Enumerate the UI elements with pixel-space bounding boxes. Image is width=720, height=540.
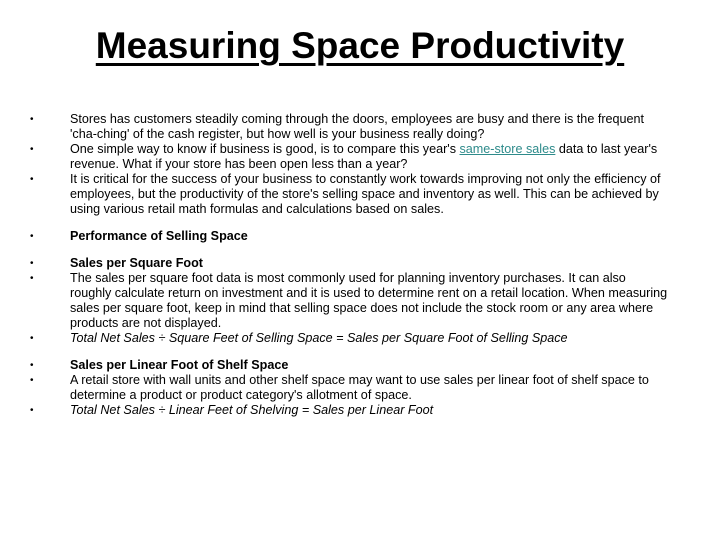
bullet-icon: • bbox=[30, 375, 34, 386]
bullet-icon: • bbox=[30, 258, 34, 269]
bullet-item bbox=[30, 229, 670, 244]
sales-per-square-foot-group bbox=[30, 256, 670, 346]
bullet-item bbox=[30, 403, 670, 418]
sq-ft-body: The sales per square foot data is most commonly used for planning inventory purchases. It can also roughly calculate return on investment and it is used to determine rent on a retail location. When measuring sales per square foot, keep in mind that selling space does not include the stock room or any area where products are not displayed. bbox=[70, 271, 668, 330]
bullet-item bbox=[30, 358, 670, 373]
intro-paragraph-2-end: data to last year's revenue. What if your store has been open less than a year? bbox=[70, 142, 658, 171]
bullet-item bbox=[30, 331, 670, 346]
section-heading: Performance of Selling Space bbox=[70, 229, 248, 243]
slide-content bbox=[30, 112, 670, 430]
sq-ft-heading: Sales per Square Foot bbox=[70, 256, 203, 270]
page-title: Measuring Space Productivity bbox=[95, 25, 625, 66]
bullet-item bbox=[30, 271, 670, 331]
bullet-icon: • bbox=[30, 114, 34, 125]
bullet-item bbox=[30, 142, 670, 172]
bullet-item bbox=[30, 112, 670, 142]
bullet-icon: • bbox=[30, 144, 34, 155]
bullet-icon: • bbox=[30, 333, 34, 344]
section-heading-group bbox=[30, 229, 670, 244]
sq-ft-formula: Total Net Sales ÷ Square Feet of Selling Space = Sales per Square Foot of Selling Space bbox=[70, 331, 568, 345]
bullet-icon: • bbox=[30, 174, 34, 185]
bullet-item bbox=[30, 373, 670, 403]
bullet-icon: • bbox=[30, 405, 34, 416]
intro-paragraph-1: Stores has customers steadily coming through the doors, employees are busy and there is the frequent 'cha-ching' of the cash register, but how well is your business really doing? bbox=[70, 112, 645, 141]
bullet-icon: • bbox=[30, 231, 34, 242]
linear-ft-heading: Sales per Linear Foot of Shelf Space bbox=[70, 358, 289, 372]
linear-ft-body: A retail store with wall units and other shelf space may want to use sales per linear foot of shelf space to determine a product or product category's allotment of space. bbox=[70, 373, 649, 402]
linear-ft-formula: Total Net Sales ÷ Linear Feet of Shelving = Sales per Linear Foot bbox=[70, 403, 434, 417]
bullet-item bbox=[30, 172, 670, 217]
sales-per-linear-foot-group bbox=[30, 358, 670, 418]
bullet-icon: • bbox=[30, 360, 34, 371]
same-store-sales-link[interactable]: same-store sales bbox=[459, 142, 556, 156]
intro-paragraph-3: It is critical for the success of your business to constantly work towards improving not only the efficiency of employees, but the productivity of the store's selling space and inventory as well. This can be achieved by using various retail math formulas and calculations based on sales. bbox=[70, 172, 661, 216]
intro-group bbox=[30, 112, 670, 217]
bullet-item bbox=[30, 256, 670, 271]
intro-paragraph-2-start: One simple way to know if business is good, is to compare this year's bbox=[70, 142, 460, 156]
bullet-icon: • bbox=[30, 273, 34, 284]
